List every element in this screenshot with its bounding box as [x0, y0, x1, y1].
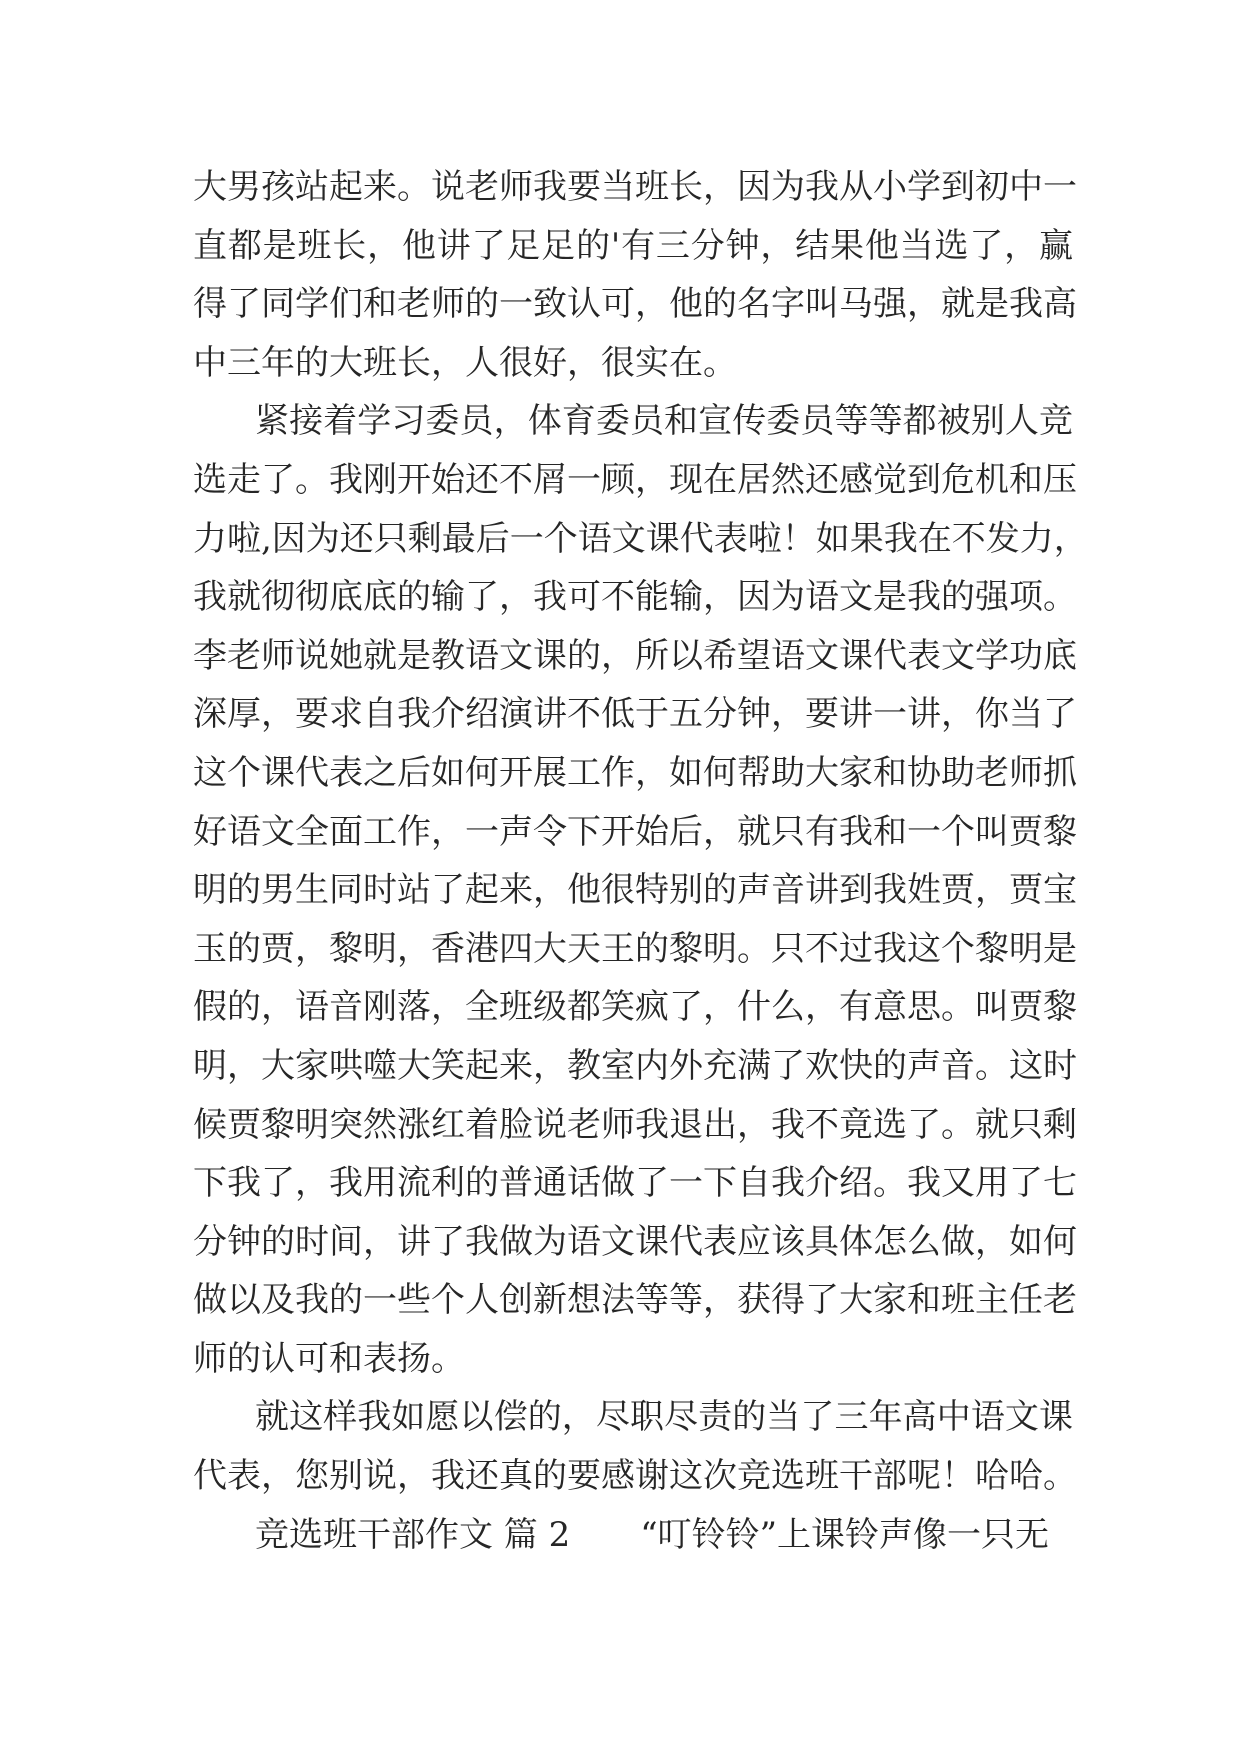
- text-line: 我就彻彻底底的输了，我可不能输，因为语文是我的强项。: [193, 577, 1077, 618]
- document-body: [193, 158, 1088, 1564]
- text-line: 选走了。我刚开始还不屑一顾，现在居然还感觉到危机和压: [193, 459, 1077, 500]
- text-line: 力啦,因为还只剩最后一个语文课代表啦！如果我在不发力，: [193, 518, 1088, 559]
- text-line: 分钟的时间，讲了我做为语文课代表应该具体怎么做，如何: [193, 1221, 1077, 1262]
- text-line: 好语文全面工作，一声令下开始后，就只有我和一个叫贾黎: [193, 811, 1077, 852]
- text-line: 候贾黎明突然涨红着脸说老师我退出，我不竟选了。就只剩: [193, 1104, 1077, 1145]
- text-line: 得了同学们和老师的一致认可，他的名字叫马强，就是我高: [193, 284, 1077, 325]
- article-heading-title: 竞选班干部作文 篇 2: [255, 1514, 571, 1555]
- text-line: 明的男生同时站了起来，他很特别的声音讲到我姓贾，贾宝: [193, 870, 1077, 911]
- text-line: 做以及我的一些个人创新想法等等，获得了大家和班主任老: [193, 1280, 1077, 1321]
- text-line: 大男孩站起来。说老师我要当班长，因为我从小学到初中一: [193, 167, 1077, 207]
- text-line: 假的，语音刚落，全班级都笑疯了，什么，有意思。叫贾黎: [193, 987, 1077, 1028]
- text-line: 直都是班长，他讲了足足的'有三分钟，结果他当选了，赢: [193, 225, 1073, 266]
- text-line: 李老师说她就是教语文课的，所以希望语文课代表文学功底: [193, 635, 1077, 676]
- text-line: 这个课代表之后如何开展工作，如何帮助大家和协助老师抓: [193, 752, 1077, 793]
- text-line: 明，大家哄噬大笑起来，教室内外充满了欢快的声音。这时: [193, 1045, 1077, 1086]
- text-line: 玉的贾，黎明，香港四大天王的黎明。只不过我这个黎明是: [193, 928, 1077, 969]
- article-heading-line: [193, 1506, 1073, 1565]
- text-line: 下我了，我用流利的普通话做了一下自我介绍。我又用了七: [193, 1163, 1077, 1204]
- text-line: 代表，您别说，我还真的要感谢这次竞选班干部呢！哈哈。: [193, 1456, 1077, 1497]
- text-line: 师的认可和表扬。: [193, 1338, 465, 1379]
- text-line: 就这样我如愿以偿的，尽职尽责的当了三年高中语文课: [255, 1397, 1073, 1438]
- text-line: 紧接着学习委员，体育委员和宣传委员等等都被别人竞: [255, 401, 1073, 442]
- article-heading-continuation: “叮铃铃”上课铃声像一只无: [640, 1514, 1050, 1555]
- text-line: 中三年的大班长，人很好，很实在。: [193, 342, 737, 383]
- text-line: 深厚，要求自我介绍演讲不低于五分钟，要讲一讲，你当了: [193, 694, 1077, 735]
